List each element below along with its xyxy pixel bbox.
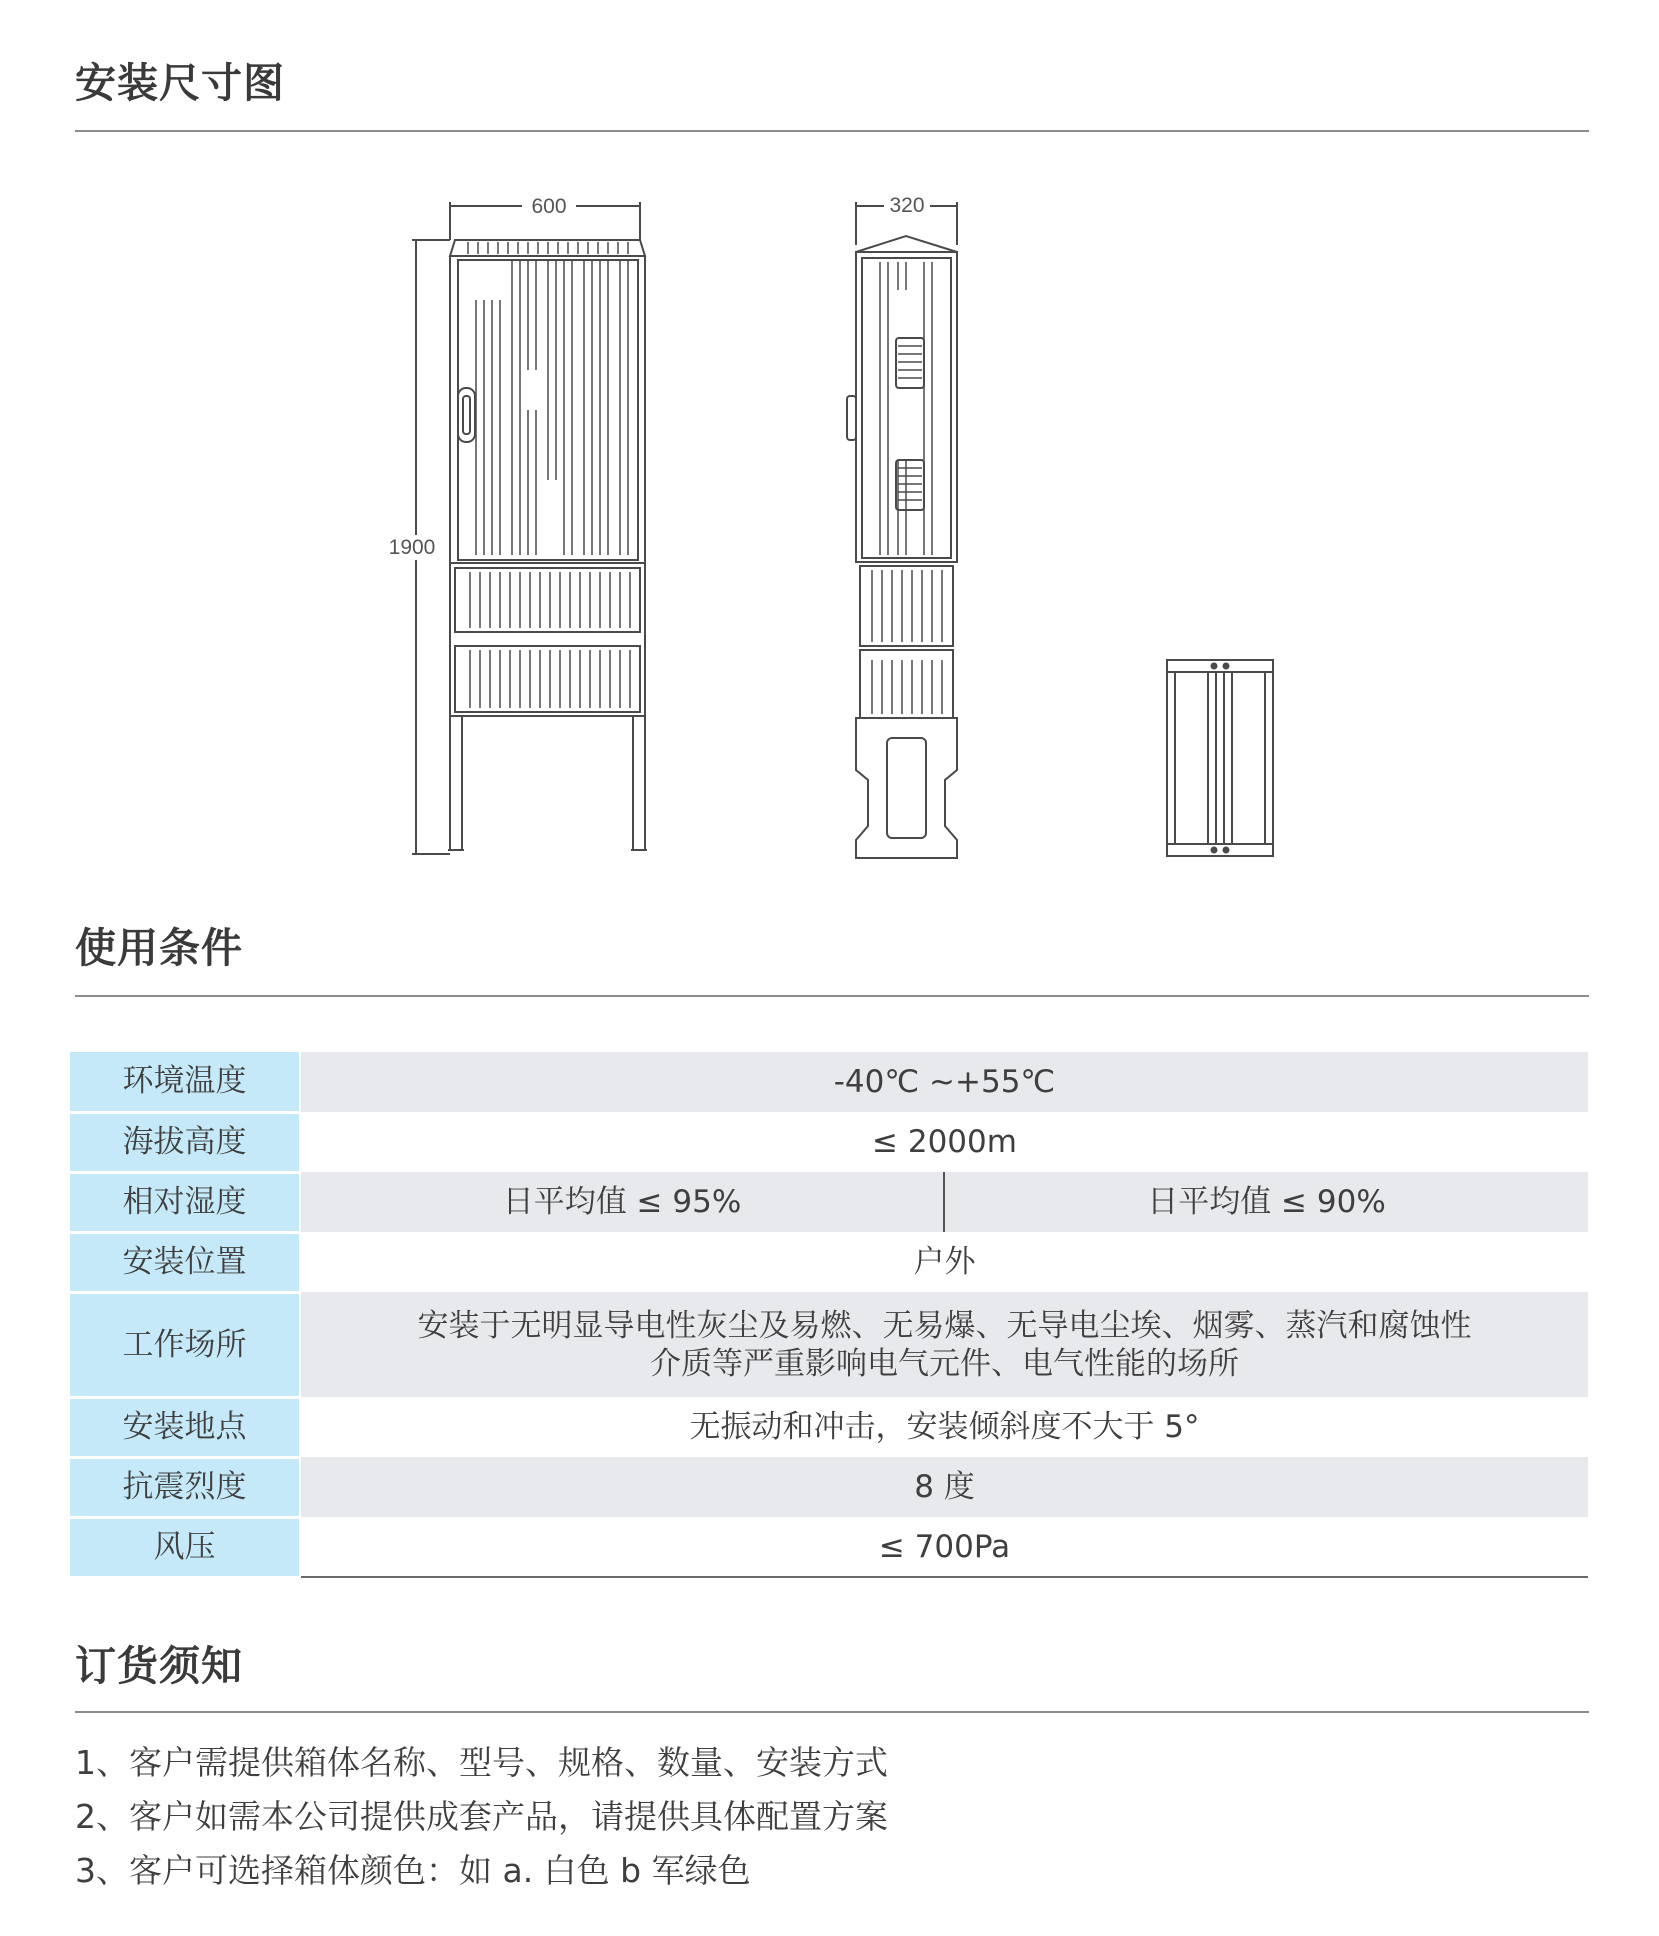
front-leg-right <box>633 716 645 850</box>
front-view <box>412 202 647 854</box>
row-value-line1: 安装于无明显导电性灰尘及易燃、无易爆、无导电尘埃、烟雾、蒸汽和腐蚀性 <box>417 1307 1472 1344</box>
row-label: 安装地点 <box>70 1397 300 1457</box>
front-width-label: 600 <box>531 195 567 218</box>
row-value: ≤ 2000m <box>300 1112 1588 1172</box>
row-value: -40℃ ~+55℃ <box>300 1052 1588 1112</box>
list-item: 2、客户如需本公司提供成套产品，请提供具体配置方案 <box>75 1797 888 1836</box>
side-handle <box>847 396 856 440</box>
side-plinth-lower <box>860 650 953 718</box>
divider <box>75 1711 1589 1713</box>
section-title-ordering: 订货须知 <box>75 1642 243 1690</box>
section-title-conditions: 使用条件 <box>75 924 243 972</box>
side-plinth-upper <box>860 566 953 646</box>
section-title-install: 安装尺寸图 <box>75 59 285 107</box>
front-plinth-upper <box>455 568 640 632</box>
row-label: 安装位置 <box>70 1232 300 1292</box>
ordering-notes <box>75 1736 888 1898</box>
row-value: 户外 <box>300 1232 1588 1292</box>
side-view <box>847 202 957 858</box>
roof-vents <box>468 242 628 254</box>
table-row <box>70 1517 1588 1577</box>
row-value-right: 日平均值 ≤ 90% <box>944 1172 1588 1232</box>
height-label: 1900 <box>388 536 436 559</box>
side-depth-label: 320 <box>889 194 925 217</box>
front-plinth-lower <box>455 646 640 712</box>
table-row <box>70 1112 1588 1172</box>
door-ribs <box>476 260 628 555</box>
side-roof <box>856 236 957 252</box>
row-value-left: 日平均值 ≤ 95% <box>300 1172 944 1232</box>
conditions-table <box>70 1052 1588 1579</box>
door-handle-grip <box>463 396 470 434</box>
installation-drawing <box>0 150 1659 870</box>
front-leg-left <box>450 716 462 850</box>
row-value: 无振动和冲击，安装倾斜度不大于 5° <box>300 1397 1588 1457</box>
side-ribs <box>880 262 932 555</box>
plinth-ribs <box>470 572 630 708</box>
row-value: ≤ 700Pa <box>300 1517 1588 1577</box>
table-row <box>70 1397 1588 1457</box>
row-label: 海拔高度 <box>70 1112 300 1172</box>
row-label: 工作场所 <box>70 1292 300 1397</box>
table-row <box>70 1292 1588 1397</box>
divider <box>75 995 1589 997</box>
base-outer <box>1167 660 1273 856</box>
row-value <box>300 1292 1588 1397</box>
row-label: 环境温度 <box>70 1052 300 1112</box>
row-value: 8 度 <box>300 1457 1588 1517</box>
list-item: 3、客户可选择箱体颜色：如 a. 白色 b 军绿色 <box>75 1851 751 1890</box>
table-row <box>70 1052 1588 1112</box>
table-row <box>70 1457 1588 1517</box>
side-base-cutout <box>887 738 926 838</box>
list-item: 1、客户需提供箱体名称、型号、规格、数量、安装方式 <box>75 1743 888 1782</box>
table-row <box>70 1172 1588 1232</box>
row-label: 风压 <box>70 1517 300 1577</box>
row-value-line2: 介质等严重影响电气元件、电气性能的场所 <box>650 1345 1239 1382</box>
row-label: 相对湿度 <box>70 1172 300 1232</box>
divider <box>75 130 1589 132</box>
base-view <box>1167 660 1273 856</box>
row-label: 抗震烈度 <box>70 1457 300 1517</box>
table-row <box>70 1232 1588 1292</box>
